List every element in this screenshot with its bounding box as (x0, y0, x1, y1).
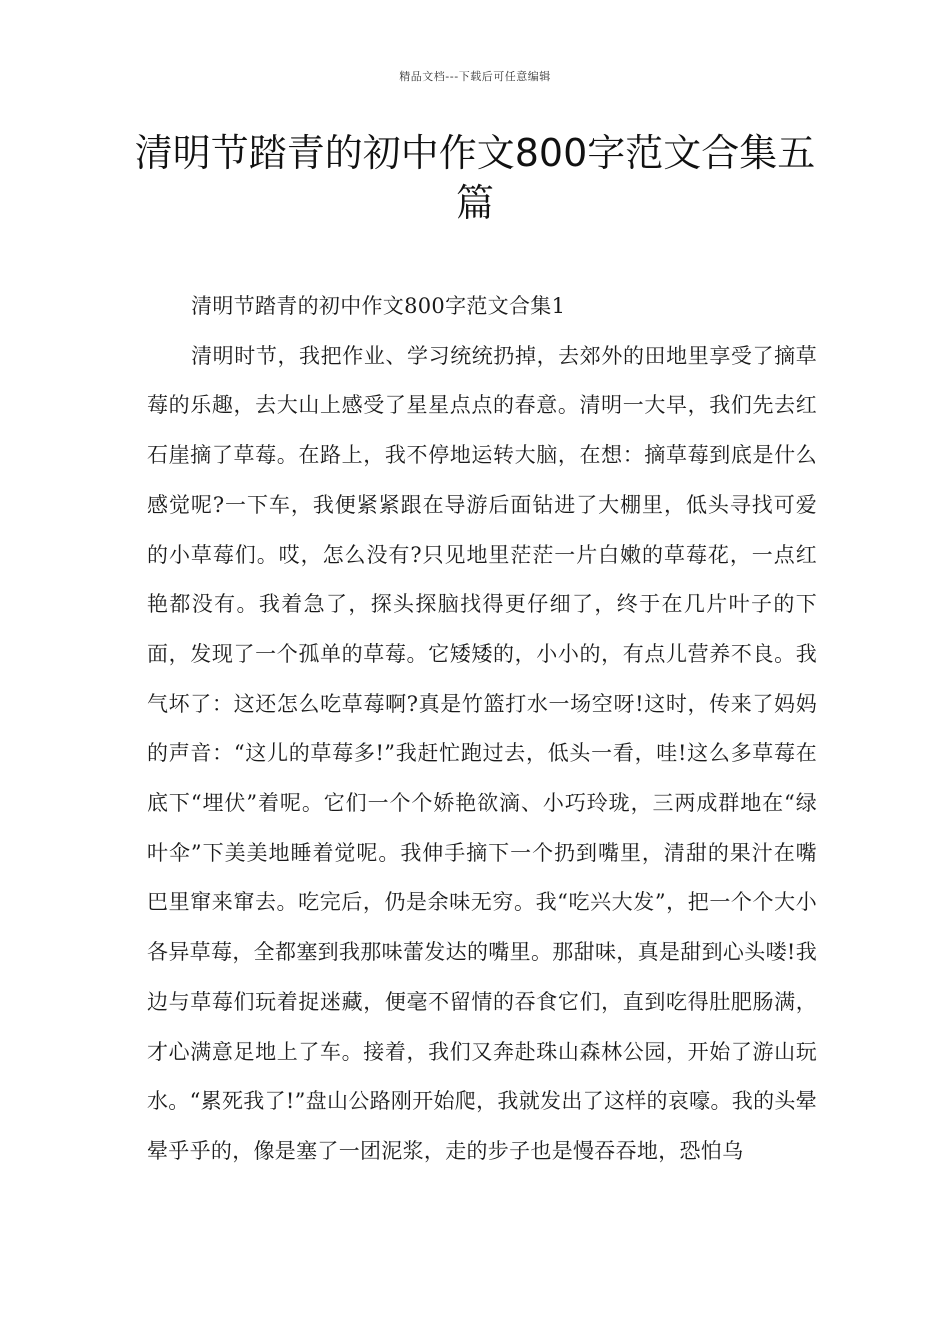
document-title: 清明节踏青的初中作文800字范文合集五篇 (134, 131, 816, 225)
header-note: 精品文档---下载后可任意编辑 (399, 70, 551, 83)
document-body (147, 282, 817, 1177)
body-paragraph: 清明时节，我把作业、学习统统扔掉，去郊外的田地里享受了摘草莓的乐趣，去大山上感受了星星点点的春意。清明一大早，我们先去红石崖摘了草莓。在路上，我不停地运转大脑，在想：摘草莓到底是什么感觉呢?一下车，我便紧紧跟在导游后面钻进了大棚里，低头寻找可爱的小草莓们。哎，怎么没有?只见地里茫茫一片白嫩的草莓花，一点红艳都没有。我着急了，探头探脑找得更仔细了，终于在几片叶子的下面，发现了一个孤单的草莓。它矮矮的，小小的，有点儿营养不良。我气坏了：这还怎么吃草莓啊?真是竹篮打水一场空呀!这时，传来了妈妈的声音：“这儿的草莓多!”我赶忙跑过去，低头一看，哇!这么多草莓在底下“埋伏”着呢。它们一个个娇艳欲滴、小巧玲珑，三两成群地在“绿叶伞”下美美地睡着觉呢。我伸手摘下一个扔到嘴里，清甜的果汁在嘴巴里窜来窜去。吃完后，仍是余味无穷。我“吃兴大发”，把一个个大小各异草莓，全都塞到我那味蕾发达的嘴里。那甜味，真是甜到心头喽!我边与草莓们玩着捉迷藏，便毫不留情的吞食它们，直到吃得肚肥肠满，才心满意足地上了车。接着，我们又奔赴珠山森林公园，开始了游山玩水。“累死我了!”盘山公路刚开始爬，我就发出了这样的哀嚎。我的头晕晕乎乎的，像是塞了一团泥浆，走的步子也是慢吞吞地，恐怕乌 (147, 343, 817, 1163)
section-subheading: 清明节踏青的初中作文800字范文合集1 (191, 294, 566, 318)
